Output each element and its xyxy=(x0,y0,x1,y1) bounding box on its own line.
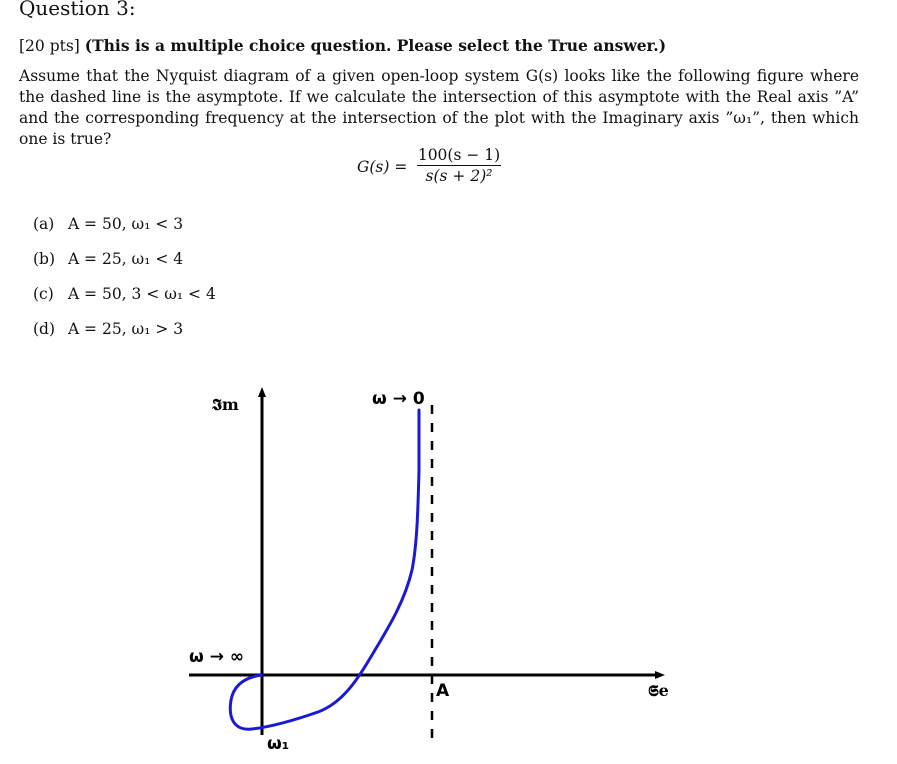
real-axis-label: 𝕾e xyxy=(648,681,669,700)
formula-denominator: s(s + 2)² xyxy=(425,167,493,185)
option-c[interactable] xyxy=(33,285,216,320)
omega-to-zero-label: ω → 0 xyxy=(372,389,425,409)
option-text: A = 25, ω₁ > 3 xyxy=(67,320,184,338)
option-text: A = 25, ω₁ < 4 xyxy=(67,250,184,268)
option-letter: (c) xyxy=(33,285,54,303)
option-letter: (d) xyxy=(33,320,56,338)
option-text: A = 50, 3 < ω₁ < 4 xyxy=(67,285,216,303)
formula-numerator: 100(s − 1) xyxy=(417,146,501,164)
question-instruction-line xyxy=(19,36,666,55)
answer-options xyxy=(33,215,216,355)
option-text: A = 50, ω₁ < 3 xyxy=(67,215,184,233)
question-title: Question 3: xyxy=(19,0,136,20)
option-b[interactable] xyxy=(33,250,216,285)
instruction-text: (This is a multiple choice question. Please select the True answer.) xyxy=(84,36,667,55)
option-d[interactable] xyxy=(33,320,216,355)
asymptote-a-label: A xyxy=(436,681,450,701)
formula-lhs: G(s) = xyxy=(357,158,408,176)
imaginary-axis-label: 𝕴m xyxy=(212,395,239,414)
omega-to-infinity-label: ω → ∞ xyxy=(189,647,245,667)
question-body: Assume that the Nyquist diagram of a given open-loop system G(s) looks like the following figure where the dashed line is the asymptote. If we calculate the intersection of this asymptote with the Real axis ”A” and the corresponding frequency at the intersection of the plot with the Imaginary axis ”ω₁”, then which one is true? xyxy=(19,67,859,148)
nyquist-diagram xyxy=(0,380,897,764)
omega1-label: ω₁ xyxy=(267,734,290,754)
points-label: [20 pts] xyxy=(19,37,80,55)
option-a[interactable] xyxy=(33,215,216,250)
option-letter: (b) xyxy=(33,250,56,268)
formula-fraction xyxy=(417,146,501,185)
option-letter: (a) xyxy=(33,215,55,233)
nyquist-curve xyxy=(230,410,419,729)
